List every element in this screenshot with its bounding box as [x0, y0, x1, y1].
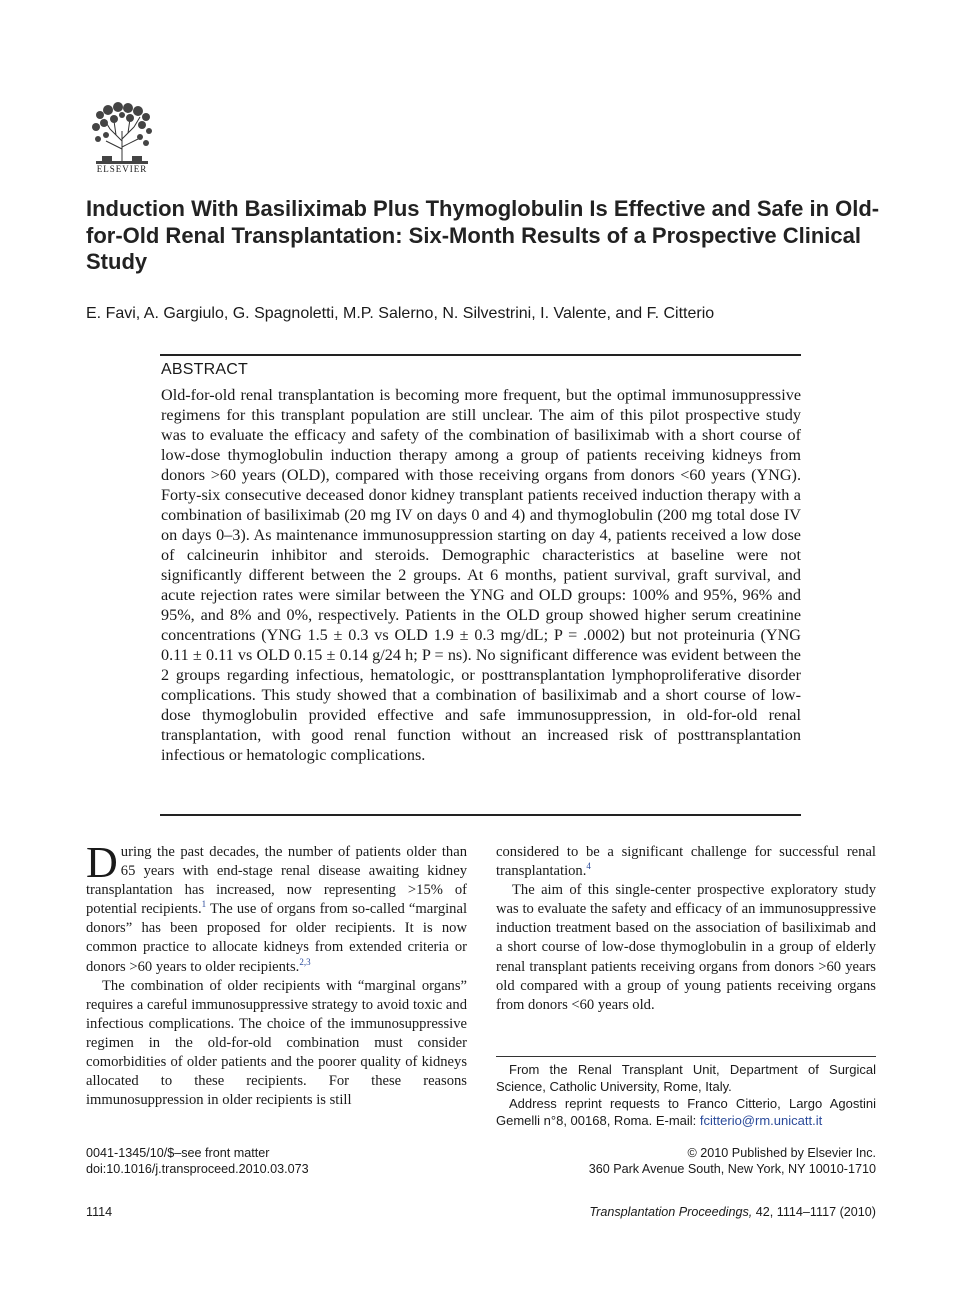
- reference-link[interactable]: 4: [586, 861, 591, 872]
- drop-cap: D: [86, 838, 118, 887]
- email-link[interactable]: fcitterio@rm.unicatt.it: [699, 1113, 823, 1128]
- body-column-left: [86, 838, 468, 1110]
- reprint-address: Address reprint requests to Franco Citterio, Largo Agostini Gemelli n°8, 00168, Roma. E-mail: fcitterio@rm.unicatt.it: [496, 1096, 876, 1128]
- journal-citation: [496, 1205, 876, 1219]
- abstract-bottom-rule: [160, 814, 801, 816]
- publisher-logo-text: ELSEVIER: [96, 164, 148, 174]
- affiliation-from: From the Renal Transplant Unit, Department of Surgical Science, Catholic University, Rome, Italy.: [496, 1062, 876, 1094]
- issn: 0041-1345/10/$–see front matter: [86, 1146, 270, 1160]
- affiliation-note: [496, 1061, 876, 1129]
- doi: doi:10.1016/j.transproceed.2010.03.073: [86, 1161, 309, 1176]
- body-paragraph-2: The combination of older recipients with “marginal organs” requires a careful immunosuppressive strategy to avoid toxic and infectious complications. The choice of the immunosuppressive regimen in the old-for-old combination must consider comorbidities of older patients and the poorer quality of kidneys allocated to these recipients. For these reasons immunosuppression in older recipients is still: [86, 977, 467, 1109]
- copyright: © 2010 Published by Elsevier Inc.: [687, 1146, 876, 1160]
- body-paragraph-1: [86, 838, 468, 977]
- reference-link[interactable]: 1: [201, 899, 207, 910]
- reference-link[interactable]: 2,3: [299, 956, 311, 967]
- publisher-address: 360 Park Avenue South, New York, NY 10010-1710: [588, 1161, 876, 1176]
- affiliation-rule: [496, 1056, 876, 1057]
- body-column-right: [496, 843, 876, 1015]
- abstract-top-rule: [160, 354, 801, 356]
- paragraph-text: considered to be a significant challenge for successful renal transplantation.: [496, 844, 876, 880]
- journal-name: Transplantation Proceedings,: [589, 1205, 753, 1219]
- footer-left: [86, 1146, 309, 1177]
- abstract-text: Old-for-old renal transplantation is becoming more frequent, but the optimal immunosuppressive regimens for this transplant population are still unclear. The aim of this pilot prospective study was to evaluate the efficacy and safety of the combination of basiliximab with a short course of low-dose thymoglobulin induction therapy among a group of patients receiving kidneys from donors >60 years (OLD), compared with those receiving organs from donors <60 years (YNG). Forty-six consecutive deceased donor kidney transplant patients received induction therapy with a combination of basiliximab (20 mg IV on days 0 and 4) and thymoglobulin (200 mg total dose IV on days 0–3). As maintenance immunosuppression starting on day 4, patients received a low dose of calcineurin inhibitor and steroids. Demographic characteristics at baseline were not significantly different between the 2 groups. At 6 months, patient survival, graft survival, and acute rejection rates were similar between the YNG and OLD groups: 100% and 95%, 96% and 95%, and 8% and 0%, respectively. Patients in the OLD group showed higher serum creatinine concentrations (YNG 1.5 ± 0.3 vs OLD 1.9 ± 0.3 mg/dL; P = .0002) but not proteinuria (YNG 0.11 ± 0.11 vs OLD 0.15 ± 0.14 g/24 h; P = ns). No significant difference was evident between the 2 groups regarding infectious, hematologic, or posttransplantation lymphoproliferative disorder complications. This study showed that a combination of basiliximab and a short course of low-dose thymoglobulin provided effective and safe immunosuppression, in old-for-old renal transplantation, with good renal function without an increased risk of posttransplantation infectious or hematologic complications.: [161, 386, 801, 764]
- author-list: E. Favi, A. Gargiulo, G. Spagnoletti, M.P. Salerno, N. Silvestrini, I. Valente, and F. Citterio: [86, 305, 715, 322]
- article-title: Induction With Basiliximab Plus Thymoglobulin Is Effective and Safe in Old-for-Old Renal Transplantation: Six-Month Results of a Prospective Clinical Study: [86, 196, 880, 274]
- body-paragraph-3: The aim of this single-center prospective exploratory study was to evaluate the safety and efficacy of an immunosuppressive induction treatment based on the association of basiliximab and a short course of low-dose thymoglobulin in a group of elderly renal transplant patients receiving organs from donors >60 years old compared with a group of young patients receiving organs from donors <60 years old.: [496, 882, 876, 1013]
- footer-right: [496, 1146, 876, 1177]
- paragraph-text: The use of organs from so-called “marginal donors” has been proposed for older recipients. It is now common practice to allocate kidneys from extended criteria or donors >60 years to older recipients.: [86, 901, 468, 975]
- body-paragraph-2-continued: [496, 843, 876, 881]
- paragraph-text: uring the past decades, the number of patients older than 65 years with end-stage renal disease awaiting kidney transplantation has increased, now representing >15% of potential recipients.: [86, 844, 467, 918]
- volume-pages: 42, 1114–1117 (2010): [752, 1205, 876, 1219]
- abstract-heading: ABSTRACT: [161, 361, 248, 378]
- page-number: 1114: [86, 1205, 113, 1219]
